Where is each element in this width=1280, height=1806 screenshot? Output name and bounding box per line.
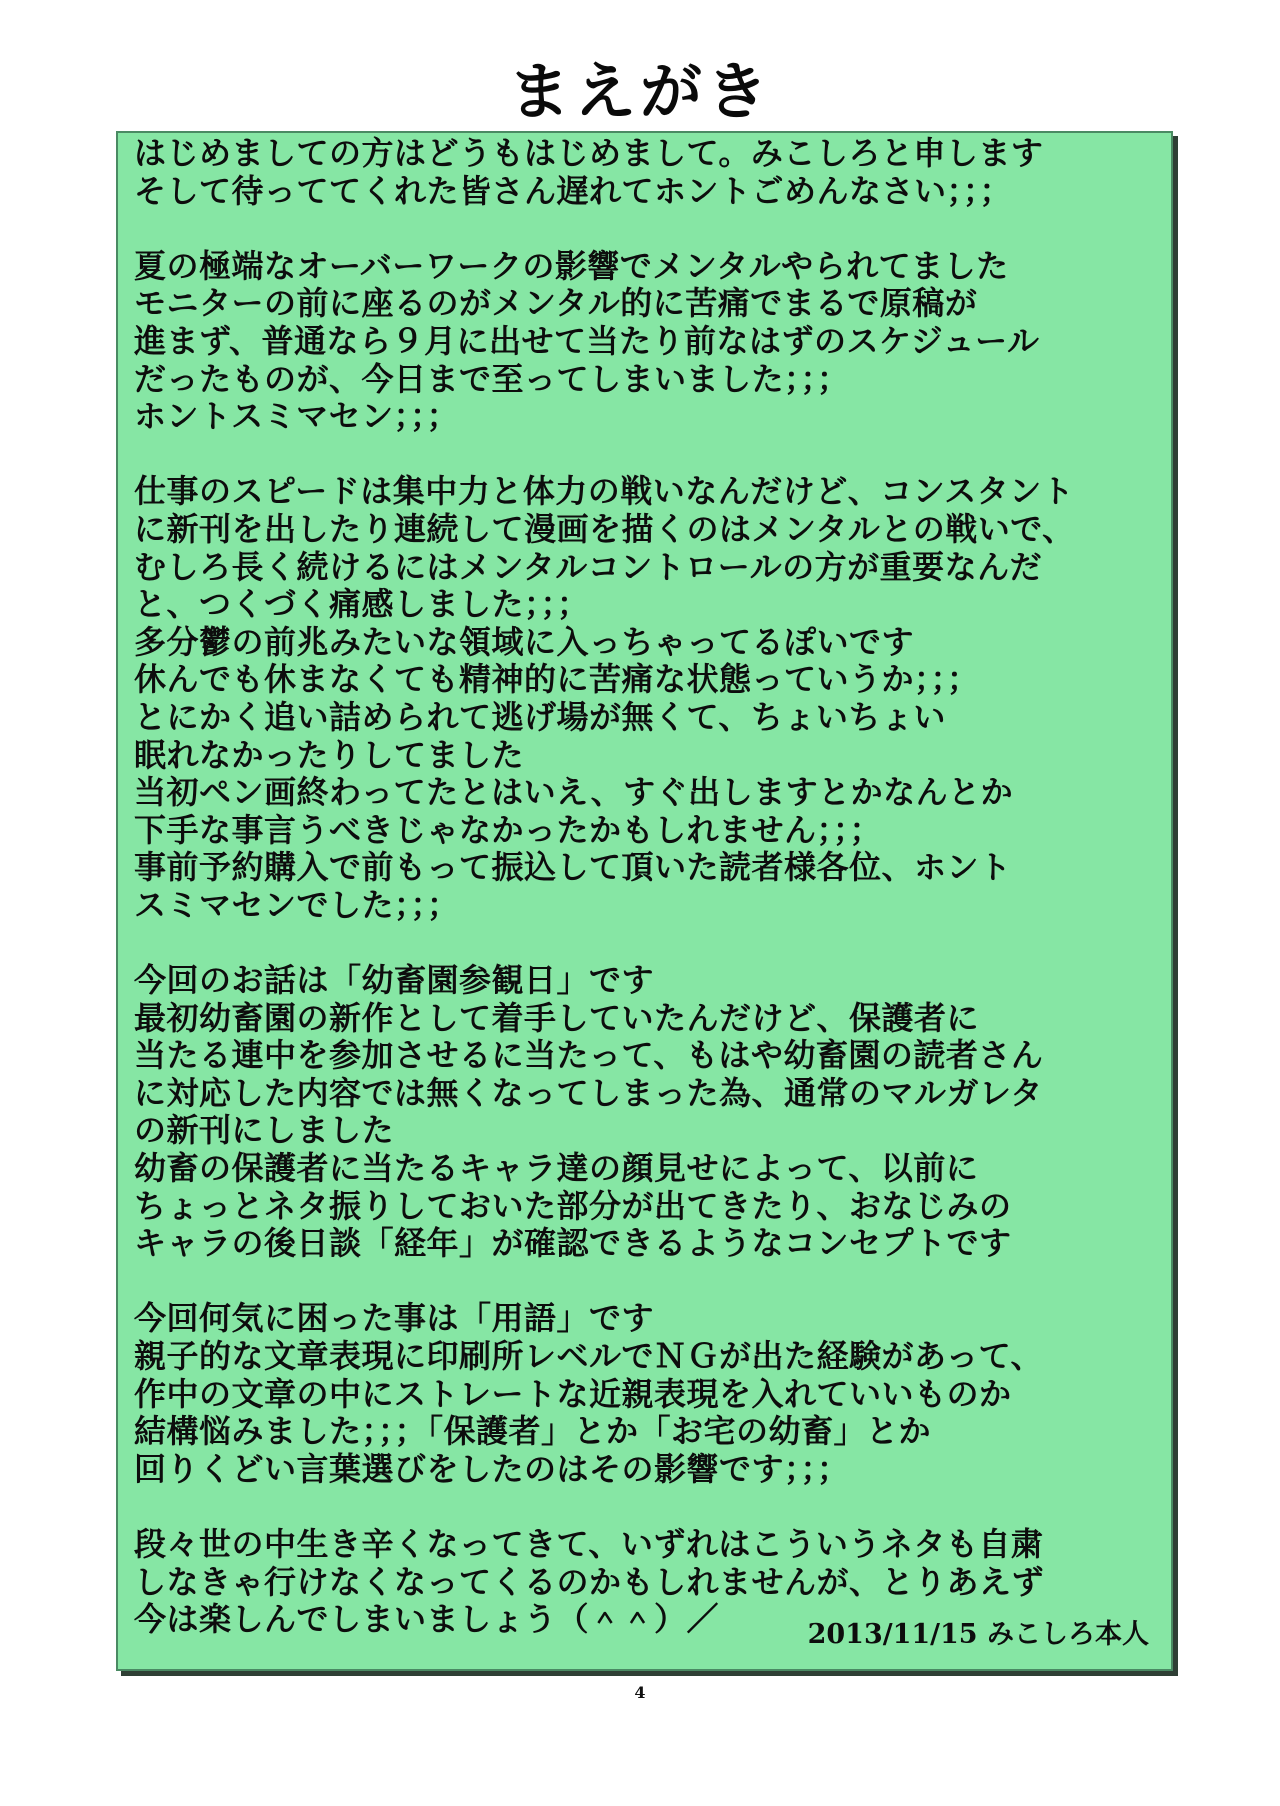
page-number: 4 [634,1683,646,1702]
text-line: 段々世の中生き辛くなってきて、いずれはこういうネタも自粛 [134,1524,1044,1563]
preface-body [134,135,1154,1639]
text-line: 最初幼畜園の新作として着手していたんだけど、保護者に [134,998,980,1037]
text-line: むしろ長く続けるにはメンタルコントロールの方が重要なんだ [134,547,1043,586]
text-line: はじめましての方はどうもはじめまして。みこしろと申します [134,134,1044,172]
text-line: に新刊を出したり連続して漫画を描くのはメンタルとの戦いで、 [134,509,1075,548]
signature-date: 2013/11/15 みこしろ本人 [807,1619,1149,1650]
text-line: 当たる連中を参加させるに当たって、もはや幼畜園の読者さん [134,1036,1044,1075]
text-line: 事前予約購入で前もって振込して頂いた読者様各位、ホント [134,848,1012,887]
page-title: まえがき [507,55,772,128]
text-line: に対応した内容では無くなってしまった為、通常のマルガレタ [134,1073,1043,1112]
text-line: ちょっとネタ振りしておいた部分が出てきたり、おなじみの [134,1186,1012,1225]
text-line: スミマセンでした；；； [134,885,460,924]
blank-line [134,1488,1154,1526]
text-line: の新刊にしました [134,1111,395,1150]
text-line: ホントスミマセン；；； [134,397,460,436]
text-line: 下手な事言うべきじゃなかったかもしれません；；； [134,810,883,849]
text-line: 今回何気に困った事は「用語」です [134,1299,655,1338]
text-line: モニターの前に座るのがメンタル的に苦痛でまるで原稿が [134,284,978,323]
text-line: 休んでも休まなくても精神的に苦痛な状態っていうか；；； [134,660,980,699]
text-line: 夏の極端なオーバーワークの影響でメンタルやられてました [134,246,1009,285]
text-line: 今回のお話は「幼畜園参観日」です [134,961,655,1000]
text-line: そして待っててくれた皆さん遅れてホントごめんなさい；；； [134,171,1013,210]
blank-line [134,924,1154,962]
text-line: 仕事のスピードは集中力と体力の戦いなんだけど、コンスタント [134,472,1075,511]
text-line: 当初ペン画終わってたとはいえ、すぐ出しますとかなんとか [134,773,1014,812]
text-line: 幼畜の保護者に当たるキャラ達の顔見せによって、以前に [134,1149,979,1188]
text-line: だったものが、今日まで至ってしまいました；；； [134,359,850,398]
preface-text-box [116,131,1173,1671]
blank-line [134,210,1154,248]
text-line: 多分鬱の前兆みたいな領域に入っちゃってるぽいです [134,622,915,661]
text-line: 進まず、普通なら９月に出せて当たり前なはずのスケジュール [134,321,1040,360]
text-line: 結構悩みました；；；「保護者」とか「お宅の幼畜」とか [134,1412,932,1451]
text-line: とにかく追い詰められて逃げ場が無くて、ちょいちょい [134,697,946,736]
blank-line [134,1263,1154,1301]
text-line: 親子的な文章表現に印刷所レベルでＮＧが出た経験があって、 [134,1337,1044,1375]
text-line: 眠れなかったりしてました [134,735,525,774]
text-line: しなきゃ行けなくなってくるのかもしれませんが、とりあえず [134,1562,1045,1601]
blank-line [134,436,1154,474]
text-line: キャラの後日談「経年」が確認できるようなコンセプトです [134,1224,1012,1263]
text-line: と、つくづく痛感しました；；； [134,585,590,624]
text-line: 作中の文章の中にストレートな近親表現を入れていいものか [134,1374,1012,1413]
text-line: 今は楽しんでしまいましょう（＾＾）／ [134,1600,720,1639]
text-line: 回りくどい言葉選びをしたのはその影響です；；； [134,1449,850,1488]
